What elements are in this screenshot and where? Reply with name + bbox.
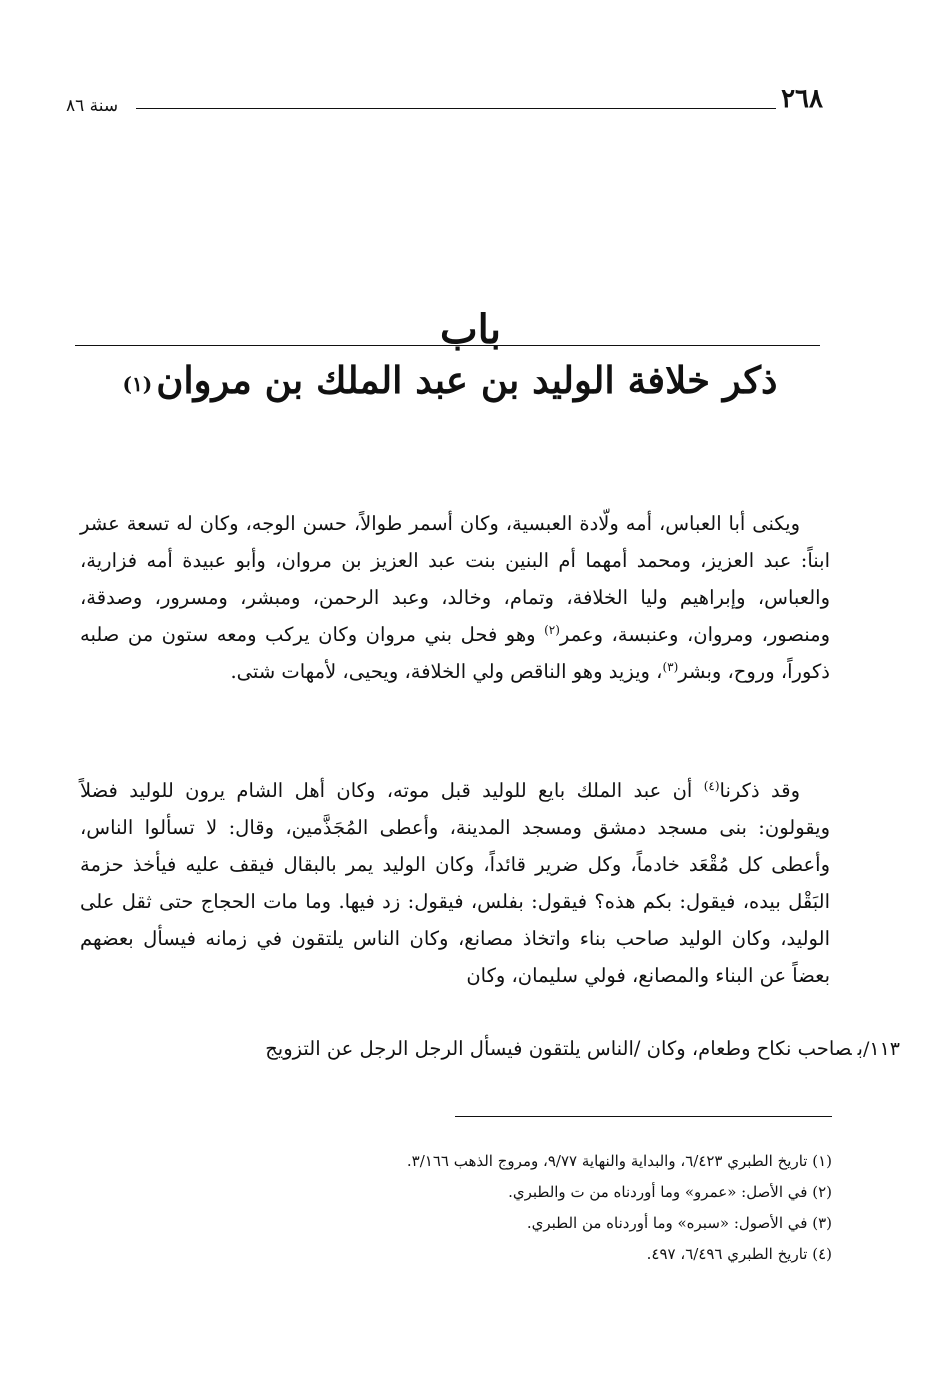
footnote-4: (٤) تاريخ الطبري ٦/٤٩٦، ٤٩٧. [646, 1245, 832, 1263]
page-number: ٢٦٨ [781, 84, 823, 114]
paragraph-1-part-a: ويكنى أبا العباس، أمه ولّادة العبسية، وكان أسمر طوالاً، حسن الوجه، وكان له تسعة عشر ابناً: عبد العزيز، ومحمد أمهما أم البنين بنت عبد العزيز بن مروان، وأبو عبيدة أمه فزارية، والعباس، وإبراهيم وليا الخلافة، وتمام، وخالد، وعبد الرحمن، ومبشر، ومسرور، وصدقة، ومنصور، ومروان، وعنبسة، وعمر [80, 512, 831, 646]
paragraph-1-part-c: ، ويزيد وهو الناقص ولي الخلافة، ويحيى، لأمهات شتى. [230, 660, 663, 683]
footnote-rule [455, 1116, 832, 1117]
footnote-ref-4: (٤) [703, 779, 720, 793]
last-line-text: صاحب نكاح وطعام، وكان /الناس يلتقون فيسأل الرجل الرجل عن التزويج [265, 1037, 852, 1060]
paragraph-1-part-b: وهو فحل بني مروان وكان يركب ومعه ستون من صلبه ذكوراً، وروح، وبشر [80, 623, 830, 683]
footnote-2: (٢) في الأصل: «عمرو» وما أوردناه من ت والطبري. [508, 1183, 832, 1201]
paragraph-2-last-line [80, 1030, 900, 1068]
paragraph-2 [80, 772, 830, 994]
chapter-title-text: ذكر خلافة الوليد بن عبد الملك بن مروان [156, 358, 778, 402]
footnote-ref-2: (٢) [544, 623, 560, 637]
paragraph-2-part-a: وقد ذكرنا [719, 779, 800, 802]
running-header-year: سنة ٨٦ [66, 96, 119, 116]
footnote-3: (٣) في الأصول: «سبره» وما أوردناه من الطبري. [526, 1214, 832, 1232]
paragraph-1 [80, 505, 830, 690]
paragraph-2-part-b: أن عبد الملك بايع للوليد قبل موته، وكان أهل الشام يرون للوليد فضلاً ويقولون: بنى مسجد دمشق ومسجد المدينة، وأعطى المُجَذَّمين، وقال: لا تسألوا الناس، وأعطى كل مُقْعَد خادماً، وكل ضرير قائداً، وكان الوليد يمر بالبقال فيقف عليه فيأخذ حزمة البَقْل بيده، فيقول: بكم هذه؟ فيقول: بفلس، فيقول: زد فيها. وما مات الحجاج حتى ثقل على الوليد، وكان الوليد صاحب بناء واتخاذ مصانع، وكان الناس يلتقون في زمانه فيسأل بعضهم بعضاً عن البناء والمصانع، فولي سليمان، وكان [80, 779, 830, 987]
footnote-1: (١) تاريخ الطبري ٦/٤٢٣، والبداية والنهاية ٩/٧٧، ومروج الذهب ٣/١٦٦. [406, 1152, 832, 1170]
title-rule [75, 345, 820, 346]
manuscript-folio-ref: ١١٣/ب [857, 1038, 900, 1060]
chapter-title [100, 352, 800, 408]
footnotes [80, 1146, 832, 1270]
footnote-ref-3: (٣) [662, 660, 679, 674]
footnote-ref-1: (١) [122, 372, 153, 396]
header-rule [136, 108, 776, 109]
section-label: باب [440, 306, 501, 353]
